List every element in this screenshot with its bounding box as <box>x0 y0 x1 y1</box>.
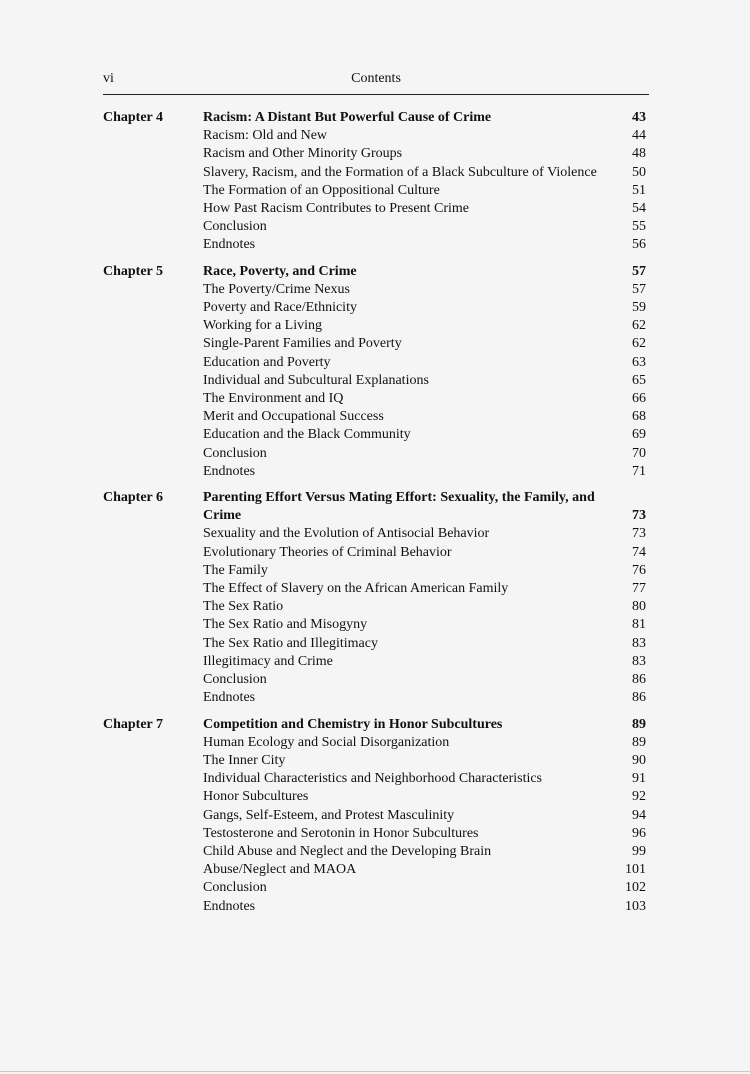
toc-entry <box>203 598 649 616</box>
toc-entry <box>203 445 649 463</box>
entry-page-number: 48 <box>632 146 646 162</box>
entry-page-number: 96 <box>632 825 646 841</box>
toc-entry <box>203 354 649 372</box>
toc-entry <box>203 390 649 408</box>
chapter-label: Chapter 4 <box>103 110 164 125</box>
chapter-entries <box>203 263 649 481</box>
entry-title: The Family <box>203 562 268 578</box>
entry-title: Illegitimacy and Crime <box>203 653 333 669</box>
entry-page-number: 71 <box>632 463 646 479</box>
entry-page-number: 62 <box>632 336 646 352</box>
entry-title: The Formation of an Oppositional Culture <box>203 182 440 198</box>
entry-title: The Sex Ratio <box>203 599 284 615</box>
entry-title: Human Ecology and Social Disorganization <box>203 734 450 750</box>
entry-page-number: 68 <box>632 409 646 425</box>
entry-page-number: 43 <box>632 110 646 125</box>
entry-page-number: 59 <box>632 300 646 316</box>
toc-entry <box>203 236 649 254</box>
entry-title: Evolutionary Theories of Criminal Behavior <box>203 544 452 560</box>
page-number: vi <box>103 71 114 86</box>
entry-title: Competition and Chemistry in Honor Subcultures <box>203 716 503 732</box>
chapter-label: Chapter 5 <box>103 263 164 279</box>
entry-page-number: 56 <box>632 237 646 253</box>
entry-page-number: 57 <box>632 263 646 279</box>
toc-entry <box>203 335 649 353</box>
toc-entry <box>203 463 649 481</box>
entry-page-number: 99 <box>632 843 646 859</box>
entry-page-number: 89 <box>632 734 646 750</box>
toc-entry <box>203 653 649 671</box>
entry-title: The Environment and IQ <box>203 391 344 407</box>
toc-entry <box>203 671 649 689</box>
toc-entry <box>203 408 649 426</box>
entry-page-number: 63 <box>632 354 646 370</box>
entry-page-number: 92 <box>632 789 646 805</box>
entry-page-number: 55 <box>632 219 646 235</box>
toc-entry <box>203 635 649 653</box>
toc-entry <box>203 580 649 598</box>
running-header <box>103 70 649 95</box>
entry-title: Racism and Other Minority Groups <box>203 146 403 162</box>
entry-page-number: 73 <box>632 508 646 524</box>
entry-title: Endnotes <box>203 898 256 914</box>
entry-page-number: 65 <box>632 372 646 388</box>
toc-entry <box>203 562 649 580</box>
toc-entry <box>203 807 649 825</box>
toc-entry <box>203 879 649 897</box>
entry-title: Race, Poverty, and Crime <box>203 263 357 279</box>
entry-title: Slavery, Racism, and the Formation of a Black Subculture of Violence <box>203 164 597 180</box>
entry-title: Poverty and Race/Ethnicity <box>203 300 357 316</box>
entry-page-number: 51 <box>632 182 646 198</box>
chapter-label: Chapter 6 <box>103 490 164 506</box>
toc-chapter <box>103 489 649 707</box>
toc-entry <box>203 299 649 317</box>
toc-entry <box>203 616 649 634</box>
entry-title: Endnotes <box>203 237 256 253</box>
entry-page-number: 89 <box>632 716 646 732</box>
running-title: Contents <box>351 71 401 86</box>
entry-page-number: 83 <box>632 653 646 669</box>
entry-title: Single-Parent Families and Poverty <box>203 336 402 352</box>
entry-title: Gangs, Self-Esteem, and Protest Masculinity <box>203 807 455 823</box>
entry-page-number: 90 <box>632 752 646 768</box>
entry-title: Conclusion <box>203 219 267 235</box>
entry-page-number: 62 <box>632 318 646 334</box>
chapter-entries <box>203 109 649 255</box>
entry-page-number: 76 <box>632 562 646 578</box>
entry-title: Education and the Black Community <box>203 427 411 443</box>
entry-page-number: 80 <box>632 599 646 615</box>
entry-page-number: 102 <box>625 880 646 896</box>
chapter-entries <box>203 716 649 916</box>
entry-title: Conclusion <box>203 880 267 896</box>
toc-entry <box>203 200 649 218</box>
entry-title: The Effect of Slavery on the African American Family <box>203 581 509 597</box>
toc-entry <box>203 825 649 843</box>
chapter-title-entry <box>203 263 649 281</box>
entry-title: How Past Racism Contributes to Present Crime <box>203 201 469 217</box>
entry-title: Parenting Effort Versus Mating Effort: Sexuality, the Family, and Crime <box>203 490 595 524</box>
toc-chapter <box>103 716 649 916</box>
entry-page-number: 81 <box>632 617 646 633</box>
toc-entry <box>203 689 649 707</box>
entry-title: Education and Poverty <box>203 354 331 370</box>
entry-page-number: 74 <box>632 544 646 560</box>
toc-entry <box>203 544 649 562</box>
entry-title: Honor Subcultures <box>203 789 309 805</box>
entry-page-number: 94 <box>632 807 646 823</box>
chapter-label: Chapter 7 <box>103 716 164 732</box>
entry-title: Sexuality and the Evolution of Antisocial Behavior <box>203 526 490 542</box>
entry-page-number: 57 <box>632 281 646 297</box>
toc-entry <box>203 843 649 861</box>
toc-entry <box>203 525 649 543</box>
chapter-title-entry <box>203 489 649 525</box>
toc-entry <box>203 372 649 390</box>
entry-title: Individual and Subcultural Explanations <box>203 372 429 388</box>
entry-title: The Poverty/Crime Nexus <box>203 281 350 297</box>
page-bottom-divider <box>0 1071 750 1072</box>
entry-title: The Inner City <box>203 752 286 768</box>
toc-entry <box>203 898 649 916</box>
entry-title: Working for a Living <box>203 318 323 334</box>
chapter-entries <box>203 489 649 707</box>
entry-title: The Sex Ratio and Misogyny <box>203 617 368 633</box>
toc-entry <box>203 317 649 335</box>
entry-page-number: 86 <box>632 690 646 706</box>
toc-entry <box>203 752 649 770</box>
entry-title: Racism: A Distant But Powerful Cause of Crime <box>203 110 492 125</box>
toc-entry <box>203 788 649 806</box>
entry-page-number: 73 <box>632 526 646 542</box>
entry-title: Racism: Old and New <box>203 128 328 144</box>
entry-page-number: 83 <box>632 635 646 651</box>
entry-title: Conclusion <box>203 672 267 688</box>
entry-title: Individual Characteristics and Neighborhood Characteristics <box>203 771 543 787</box>
entry-title: Child Abuse and Neglect and the Developing Brain <box>203 843 492 859</box>
chapter-title-entry <box>203 109 649 127</box>
toc-entry <box>203 127 649 145</box>
entry-page-number: 70 <box>632 445 646 461</box>
entry-page-number: 86 <box>632 672 646 688</box>
entry-title: Merit and Occupational Success <box>203 409 384 425</box>
chapter-title-entry <box>203 716 649 734</box>
entry-title: Conclusion <box>203 445 267 461</box>
entry-page-number: 50 <box>632 164 646 180</box>
entry-page-number: 103 <box>625 898 646 914</box>
entry-title: The Sex Ratio and Illegitimacy <box>203 635 378 651</box>
toc-chapter <box>103 263 649 481</box>
toc-entry <box>203 426 649 444</box>
entry-title: Endnotes <box>203 690 256 706</box>
entry-title: Abuse/Neglect and MAOA <box>203 862 357 878</box>
toc-entry <box>203 164 649 182</box>
entry-page-number: 44 <box>632 128 646 144</box>
entry-page-number: 69 <box>632 427 646 443</box>
toc-entry <box>203 218 649 236</box>
entry-title: Testosterone and Serotonin in Honor Subcultures <box>203 825 479 841</box>
toc-entry <box>203 145 649 163</box>
toc-entry <box>203 734 649 752</box>
toc-entry <box>203 861 649 879</box>
toc-entry <box>203 281 649 299</box>
toc-entry <box>203 770 649 788</box>
entry-page-number: 54 <box>632 201 646 217</box>
entry-page-number: 91 <box>632 771 646 787</box>
entry-title: Endnotes <box>203 463 256 479</box>
entry-page-number: 101 <box>625 862 646 878</box>
entry-page-number: 66 <box>632 391 646 407</box>
toc-chapter <box>103 109 649 255</box>
table-of-contents <box>103 109 649 924</box>
toc-entry <box>203 182 649 200</box>
entry-page-number: 77 <box>632 581 646 597</box>
